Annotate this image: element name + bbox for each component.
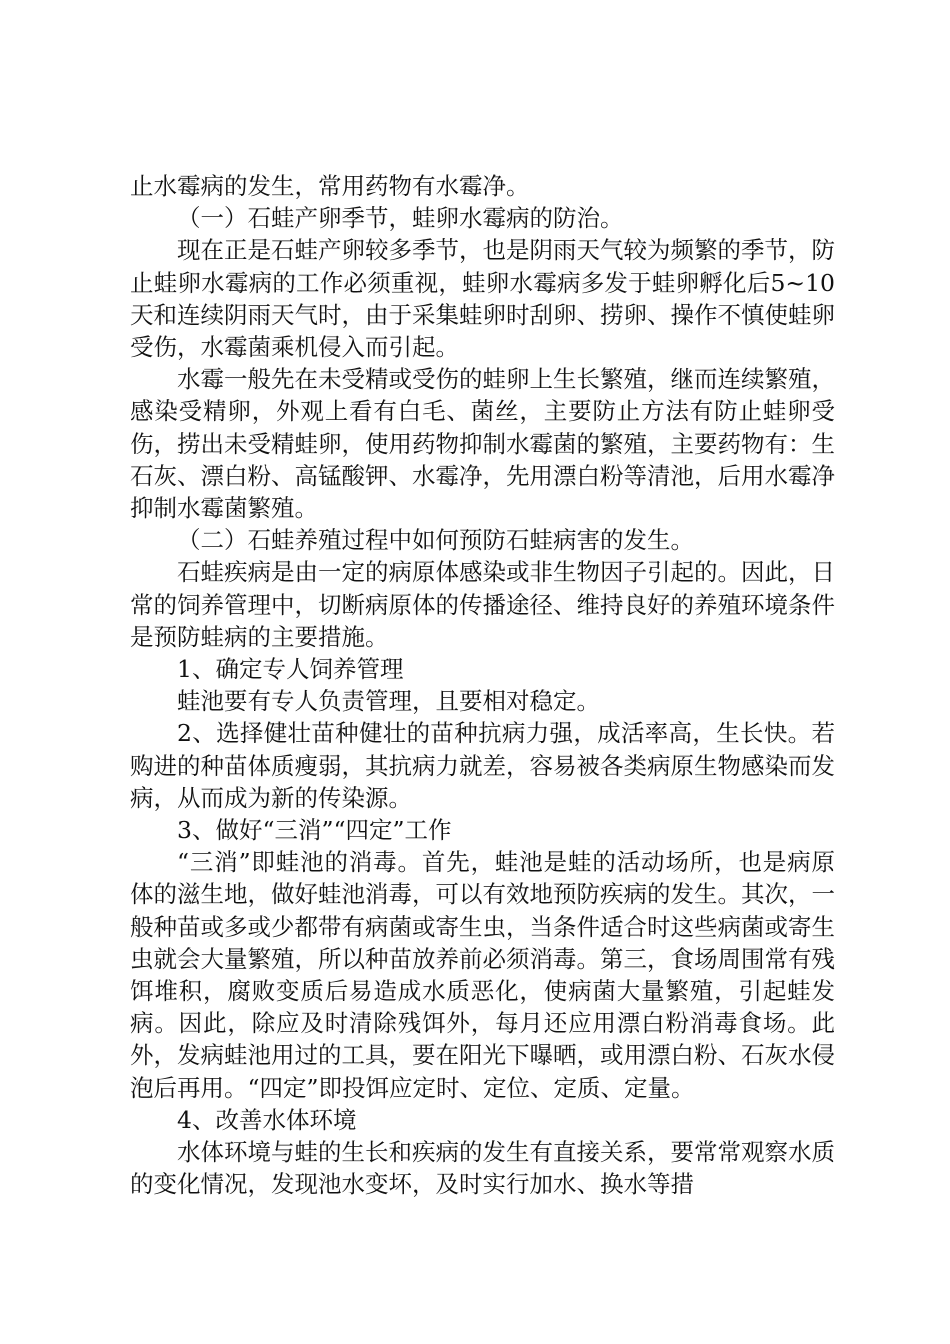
paragraph: 石蛙疾病是由一定的病原体感染或非生物因子引起的。因此，日常的饲养管理中，切断病原体的传播途径、维持良好的养殖环境条件是预防蛙病的主要措施。: [130, 558, 835, 651]
paragraph: “三消”即蛙池的消毒。首先，蛙池是蛙的活动场所，也是病原体的滋生地，做好蛙池消毒，可以有效地预防疾病的发生。其次，一般种苗或多或少都带有病菌或寄生虫，当条件适合时这些病菌或寄生虫就会大量繁殖，所以种苗放养前必须消毒。第三，食场周围常有残饵堆积，腐败变质后易造成水质恶化，使病菌大量繁殖，引起蛙发病。因此，除应及时清除残饵外，每月还应用漂白粉消毒食场。此外，发病蛙池用过的工具，要在阳光下曝晒，或用漂白粉、石灰水侵泡后再用。“四定”即投饵应定时、定位、定质、定量。: [130, 848, 835, 1102]
paragraph: 水霉一般先在未受精或受伤的蛙卵上生长繁殖，继而连续繁殖，感染受精卵，外观上看有白毛、菌丝，主要防止方法有防止蛙卵受伤，捞出未受精蛙卵，使用药物抑制水霉菌的繁殖，主要药物有：生石灰、漂白粉、高锰酸钾、水霉净，先用漂白粉等清池，后用水霉净抑制水霉菌繁殖。: [130, 365, 835, 523]
subheading-3: 3、做好“三消”“四定”工作: [177, 816, 452, 845]
section-heading-1: （一）石蛙产卵季节，蛙卵水霉病的防治。: [177, 204, 624, 233]
paragraph-continuation: 止水霉病的发生，常用药物有水霉净。: [130, 172, 530, 200]
paragraph: 2、选择健壮苗种健壮的苗种抗病力强，成活率高，生长快。若购进的种苗体质瘦弱，其抗病力就差，容易被各类病原生物感染而发病，从而成为新的传染源。: [130, 719, 835, 812]
paragraph: 蛙池要有专人负责管理，且要相对稳定。: [177, 687, 600, 716]
paragraph: 水体环境与蛙的生长和疾病的发生有直接关系，要常常观察水质的变化情况，发现池水变坏，及时实行加水、换水等措: [130, 1138, 835, 1199]
subheading-1: 1、确定专人饲养管理: [177, 655, 404, 684]
subheading-4: 4、改善水体环境: [177, 1105, 357, 1134]
paragraph: 现在正是石蛙产卵较多季节，也是阴雨天气较为频繁的季节，防止蛙卵水霉病的工作必须重视，蛙卵水霉病多发于蛙卵孵化后5~10天和连续阴雨天气时，由于采集蛙卵时刮卵、捞卵、操作不慎使蛙卵受伤，水霉菌乘机侵入而引起。: [130, 236, 835, 362]
section-heading-2: （二）石蛙养殖过程中如何预防石蛙病害的发生。: [177, 526, 694, 555]
document-body: [130, 170, 835, 1201]
